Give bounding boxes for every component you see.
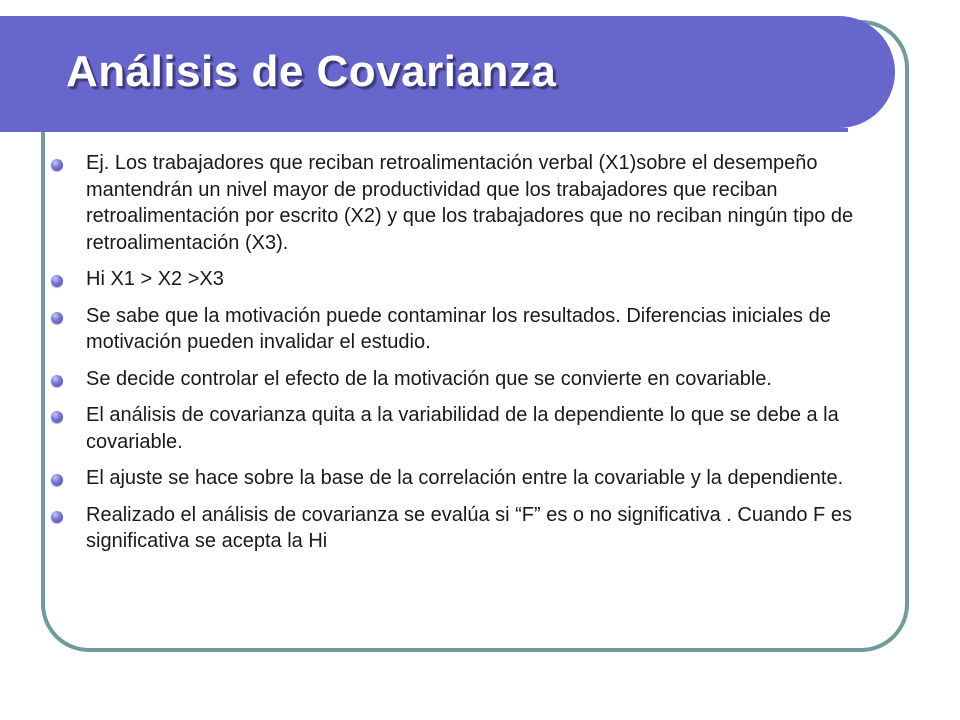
- slide-title: Análisis de Covarianza: [66, 47, 557, 96]
- bullet-text: Realizado el análisis de covarianza se evalúa si “F” es o no significativa . Cuando F es significativa se acepta la Hi: [86, 503, 852, 552]
- bullet-dot-icon: [51, 312, 63, 324]
- title-underline: [0, 128, 848, 132]
- bullet-dot-icon: [51, 474, 63, 486]
- bullet-text: Se decide controlar el efecto de la motivación que se convierte en covariable.: [86, 367, 772, 390]
- bullet-dot-icon: [51, 511, 63, 523]
- bullet-dot-icon: [51, 275, 63, 287]
- bullet-dot-icon: [51, 375, 63, 387]
- bullet-text: El análisis de covarianza quita a la variabilidad de la dependiente lo que se debe a la covariable.: [86, 404, 839, 453]
- bullet-list: [48, 150, 898, 565]
- bullet-item-example: [48, 150, 898, 256]
- bullet-item-adjustment: [48, 465, 898, 492]
- bullet-item-motivation: [48, 303, 898, 356]
- bullet-text: El ajuste se hace sobre la base de la correlación entre la covariable y la dependiente.: [86, 467, 844, 489]
- bullet-text: Se sabe que la motivación puede contaminar los resultados. Diferencias iniciales de motivación pueden invalidar el estudio.: [86, 304, 831, 353]
- bullet-text: Ej. Los trabajadores que reciban retroalimentación verbal (X1)sobre el desempeño mantendrán un nivel mayor de productividad que los trabajadores que reciban retroalimentación por escrito (X2) y que los trabajadores que no reciban ningún tipo de retroalimentación (X3).: [86, 152, 854, 254]
- bullet-text: Hi X1 > X2 >X3: [86, 268, 224, 290]
- bullet-item-covariate: [48, 366, 898, 393]
- bullet-item-analysis: [48, 402, 898, 455]
- bullet-dot-icon: [51, 411, 63, 423]
- bullet-item-conclusion: [48, 502, 898, 555]
- bullet-dot-icon: [51, 159, 63, 171]
- bullet-item-hypothesis: [48, 266, 898, 293]
